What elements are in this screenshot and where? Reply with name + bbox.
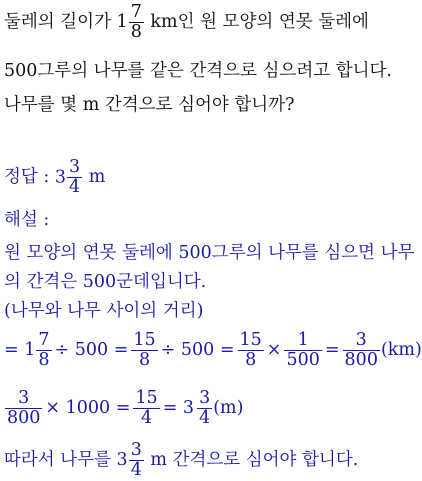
question-text-prefix: 둘레의 길이가 1 — [4, 12, 128, 32]
calc1-div-1: ÷ 500 = — [54, 340, 129, 360]
answer-whole: 3 — [54, 167, 66, 188]
explanation-label: 해설 : — [4, 210, 50, 230]
question-line-2: 500그루의 나무를 같은 간격으로 심으려고 합니다. — [4, 61, 392, 81]
question-line-3: 나무를 몇 m 간격으로 심어야 합니까? — [4, 95, 295, 115]
calc2-fraction-3: $\frac{3}{4}$ — [199, 387, 211, 428]
calc2-fraction-1: $\frac{3}{800}$ — [7, 387, 41, 428]
calc1-eq: = 1 — [4, 340, 36, 360]
answer-fraction: $\frac{3}{4}$ — [68, 156, 81, 197]
calc1-eq-2: = — [324, 340, 340, 360]
calc1-fraction-5: $\frac{3}{800}$ — [344, 329, 378, 370]
conclusion-line — [4, 440, 396, 480]
calc1-fraction-1: $\frac{7}{8}$ — [38, 329, 50, 370]
question-text-suffix: km인 원 모양의 연못 둘레에 — [144, 12, 369, 32]
calc1-fraction-2: $\frac{15}{8}$ — [133, 329, 156, 370]
conclusion-suffix: m 간격으로 심어야 합니다. — [144, 450, 359, 470]
question-fraction: $\frac{7}{8}$ — [130, 1, 142, 42]
calculation-line-1 — [4, 328, 422, 372]
question-line-1 — [4, 2, 396, 42]
calc1-fraction-4: $\frac{1}{500}$ — [286, 329, 320, 370]
calc2-eq: = 3 — [162, 398, 195, 418]
calc2-times: × 1000 = — [45, 398, 131, 418]
calc2-unit: (m) — [213, 398, 244, 418]
calc1-div-2: ÷ 500 = — [160, 340, 235, 360]
conclusion-prefix: 따라서 나무를 3 — [4, 450, 128, 470]
explanation-line-1: 원 모양의 연못 둘레에 500그루의 나무를 심으면 나무 — [4, 243, 415, 263]
calc1-unit: (km) — [380, 340, 422, 360]
conclusion-fraction: $\frac{3}{4}$ — [130, 439, 142, 480]
calculation-line-2 — [4, 386, 396, 430]
explanation-line-2: 의 간격은 500군데입니다. — [4, 272, 207, 292]
explanation-line-3: (나무와 나무 사이의 거리) — [4, 301, 204, 321]
answer-unit: m — [83, 167, 106, 187]
answer-label: 정답 : — [4, 167, 55, 187]
answer-line — [4, 157, 396, 197]
calc1-fraction-3: $\frac{15}{8}$ — [239, 329, 262, 370]
calc1-times: × — [266, 340, 282, 360]
calc2-fraction-2: $\frac{15}{4}$ — [135, 387, 158, 428]
